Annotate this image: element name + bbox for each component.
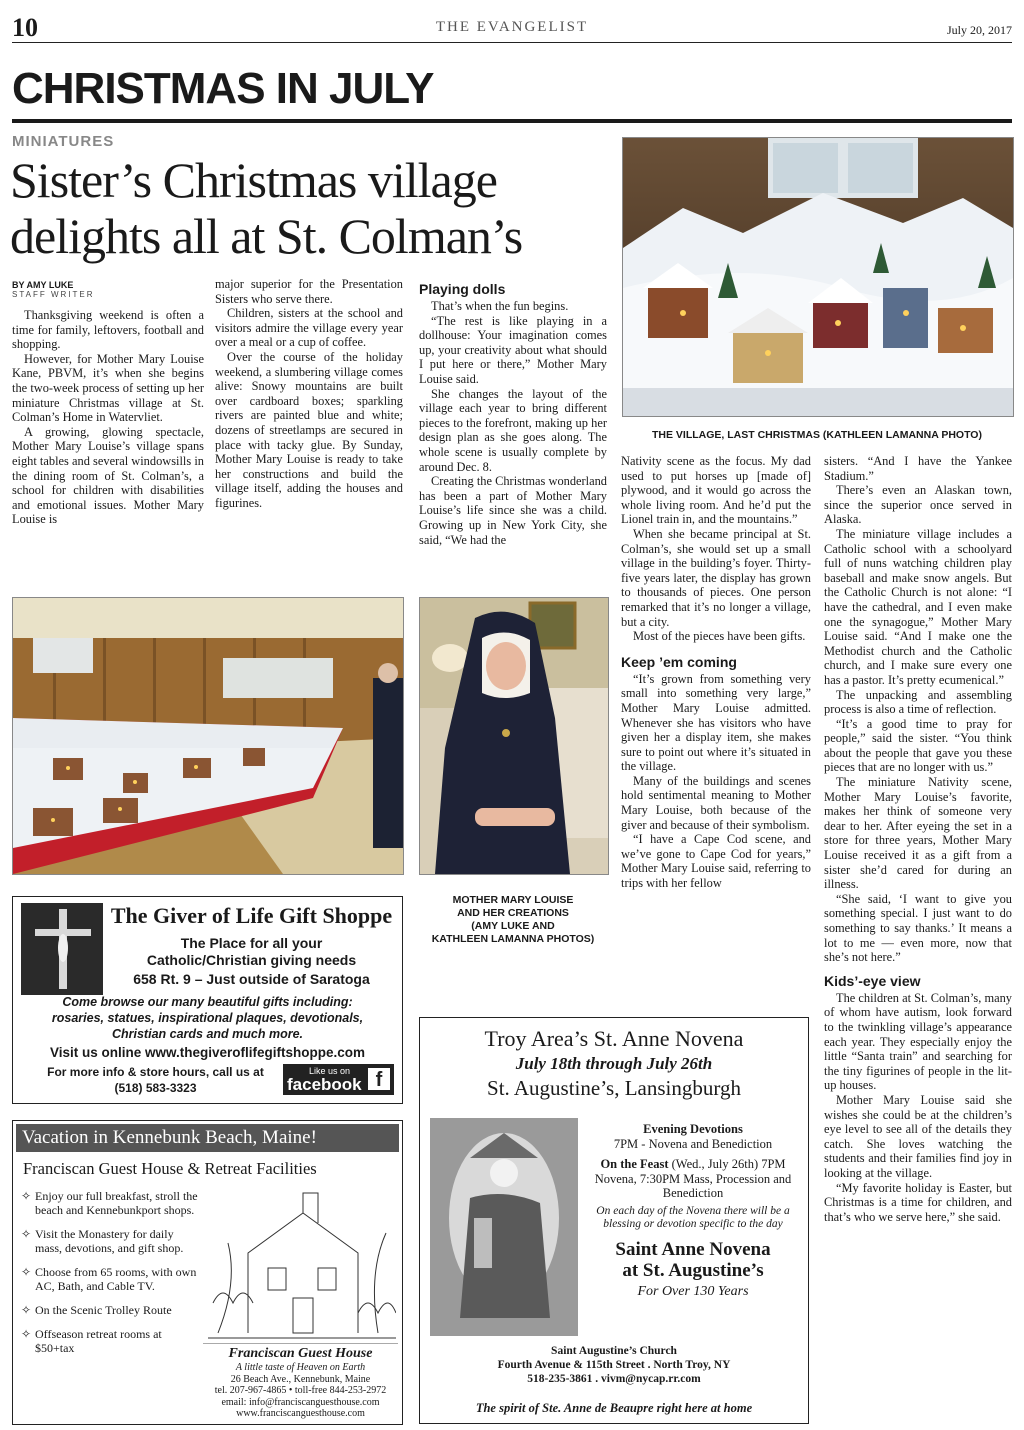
caption-sister-line: KATHLEEN LAMANNA PHOTOS) (431, 933, 595, 945)
bullet-item: ✧ Enjoy our full breakfast, stroll the beach and Kennebunkport shops. (21, 1189, 198, 1217)
paragraph: Thanksgiving weekend is often a time for family, leftovers, football and shopping. (12, 308, 204, 352)
church-street: Fourth Avenue & 115th Street . North Troy, NY (497, 1359, 731, 1371)
ad-kennebunk (12, 1120, 403, 1425)
bullet-item: ✧ On the Scenic Trolley Route (21, 1303, 172, 1317)
gift-info: For more info & store hours, call us at (47, 1065, 264, 1079)
gift-tagline-1: The Place for all your (180, 935, 323, 951)
guest-house-logo-tag: A little taste of Heaven on Earth (235, 1362, 366, 1373)
diamond-icon: ✧ (21, 1327, 32, 1341)
gift-italic-2: rosaries, statues, inspirational plaques, devotionals, (51, 1011, 364, 1025)
paragraph: The unpacking and assembling process is also a time of reflection. (824, 687, 1012, 717)
guest-house-sketch-art (208, 1183, 396, 1343)
kennebunk-subtitle: Franciscan Guest House & Retreat Facilities (23, 1159, 317, 1178)
gift-address: 658 Rt. 9 – Just outside of Saratoga (133, 971, 370, 987)
paragraph: When she became principal at St. Colman’s, she would set up a small village in the building’s foyer. Thirty-five years later, the display has grown to thousands of pieces. One person remarked that it’s no longer a village, but a city. (621, 526, 811, 629)
header-rule (12, 42, 1012, 43)
article-column-1 (12, 308, 204, 527)
headline-line-2: delights all at St. Colman’s (10, 208, 523, 264)
paragraph: That’s when the fun begins. (431, 299, 569, 313)
publication-name: THE EVANGELIST (435, 19, 589, 35)
paragraph: However, for Mother Mary Louise Kane, PBVM, it’s when she begins the two-week process of setting up her miniature Christmas village at St. Colman’s Home in Watervliet. (12, 351, 204, 425)
guest-house-website[interactable]: www.franciscanguesthouse.com (236, 1408, 365, 1419)
headline (10, 152, 522, 264)
novena-big-1: Saint Anne Novena (615, 1238, 771, 1260)
novena-place: St. Augustine’s, Lansingburgh (487, 1076, 741, 1100)
guest-house-email[interactable]: email: info@franciscanguesthouse.com (221, 1396, 380, 1408)
novena-big-2: at St. Augustine’s (622, 1259, 764, 1281)
facebook-badge-small: Like us on (309, 1066, 351, 1076)
ad-giver-of-life (12, 896, 403, 1104)
subhead-keep-em-coming: Keep ’em coming (621, 653, 737, 670)
guest-house-sketch (208, 1183, 396, 1343)
kicker: MINIATURES (12, 133, 115, 150)
caption-sister-line: (AMY LUKE AND (471, 920, 555, 932)
gift-phone: (518) 583-3323 (114, 1081, 197, 1095)
novena-church (420, 1344, 808, 1386)
subhead-kids-eye-view: Kids’-eye view (824, 972, 921, 989)
facebook-badge[interactable] (283, 1064, 394, 1095)
gift-italic-3: Christian cards and much more. (111, 1027, 304, 1041)
kennebunk-banner: Vacation in Kennebunk Beach, Maine! (16, 1124, 399, 1152)
novena-spirit: The spirit of Ste. Anne de Beaupre right here at home (475, 1401, 753, 1415)
section-rule (12, 119, 1012, 123)
caption-village: THE VILLAGE, LAST CHRISTMAS (KATHLEEN LAMANNA PHOTO) (652, 429, 982, 441)
diamond-icon: ✧ (21, 1227, 32, 1241)
paragraph: sisters. “And I have the Yankee Stadium.” (824, 454, 1012, 483)
guest-house-address: 26 Beach Ave., Kennebunk, Maine (230, 1373, 371, 1385)
guest-house-phone: tel. 207-967-4865 • toll-free 844-253-2972 (214, 1385, 387, 1396)
article-column-2 (215, 277, 403, 511)
st-anne-icon (430, 1118, 578, 1336)
feast-detail (582, 1157, 804, 1201)
sister-photo-art (420, 598, 608, 874)
ad-novena (419, 1017, 809, 1424)
gift-website[interactable]: Visit us online www.thegiveroflifegiftshoppe.com (49, 1045, 366, 1060)
page-number: 10 (12, 13, 38, 42)
diamond-icon: ✧ (21, 1303, 32, 1317)
crucifix-icon (21, 903, 103, 995)
bullet-item: ✧ Visit the Monastery for daily mass, devotions, and gift shop. (21, 1227, 184, 1255)
subhead-playing-dolls: Playing dolls (419, 281, 506, 297)
byline (12, 280, 95, 299)
bullet-item: ✧ Choose from 65 rooms, with own AC, Bath, and Cable TV. (21, 1265, 197, 1293)
paragraph: The miniature village includes a Catholic school with a schoolyard full of nuns watching children play baseball and make snow angels. But the Catholic Church is not alone: “I have the cathedral, and I even make one the synagogue,” Mother Mary Louise said. “And I make one the Methodist church and the Catholic church, and I make sure every one has a pastor. It’s pretty ecumenical.” (824, 526, 1012, 687)
feast-rest: (Wed., July 26th) 7PM Novena, 7:30PM Mass, Procession and Benediction (594, 1157, 792, 1200)
diamond-icon: ✧ (21, 1189, 32, 1203)
bullet-item: ✧ Offseason retreat rooms at $50+tax (21, 1327, 162, 1355)
gift-shop-title: The Giver of Life Gift Shoppe (110, 903, 393, 928)
diamond-icon: ✧ (21, 1265, 32, 1279)
paragraph: Over the course of the holiday weekend, a slumbering village comes alive: Snowy mountains are built over cardboard boxes; sparkling rivers are painted blue and white; dozens of streetlamps are secured in place with tacky glue. By Sunday, Mother Mary Louise is ready to take her constructions and build the village itself, adding the houses and figurines. (215, 349, 403, 510)
paragraph: The miniature Nativity scene, Mother Mary Louise’s favorite, makes her think of someone very dear to her. After eyeing the set in a store for three years, Mother Mary Louise received it as a gift from a sister she’d cared for during an illness. (824, 775, 1012, 892)
dining-room-photo (12, 597, 404, 875)
evening-detail: 7PM - Novena and Benediction (613, 1136, 773, 1151)
each-day-note: On each day of the Novena there will be a blessing or devotion specific to the day (596, 1204, 790, 1230)
article-column-4 (621, 454, 811, 891)
paragraph: Nativity scene as the focus. My dad used to put horses up [made of] plywood, and it would go across the whole living room. And he’d put the Lionel train in, and the mountains.” (621, 454, 811, 527)
paragraph: Creating the Christmas wonderland has been a part of Mother Mary Louise’s life since she was a child. Growing up in New York City, she said, “We had the (419, 474, 607, 547)
paragraph: “My favorite holiday is Easter, but Christmas is a time for children, and that’s who we serve here,” she said. (824, 1180, 1012, 1224)
byline-name: BY AMY LUKE (12, 280, 74, 290)
paragraph: Mother Mary Louise said she wishes she could be at the children’s eye level to see all of the details they catch. She loves watching the students and their families find joy in looking at the village. (824, 1092, 1012, 1180)
section-title: CHRISTMAS IN JULY (12, 64, 434, 113)
church-name: Saint Augustine’s Church (551, 1345, 677, 1357)
feast-bold: On the Feast (600, 1157, 669, 1171)
paragraph: Children, sisters at the school and visitors admire the village every year over a meal or a cup of coffee. (215, 306, 403, 350)
paragraph: She changes the layout of the village each year to bring different pieces to the forefront, making up her design plan as she goes along. The whole scene is usually complete by around Dec. 8. (419, 386, 607, 474)
caption-sister-line: AND HER CREATIONS (457, 907, 569, 919)
paragraph: “It’s grown from something very small into something very large,” Mother Mary Louise admitted. Whenever she has visitors who have given her a display item, she makes sure to point out where it’s situated in the village. (621, 671, 811, 774)
paragraph: There’s even an Alaskan town, since the superior once served in Alaska. (824, 483, 1012, 527)
village-photo (622, 137, 1014, 417)
headline-line-1: Sister’s Christmas village (10, 152, 497, 208)
caption-sister (419, 894, 607, 946)
paragraph: “It’s a good time to pray for people,” said the sister. “You think about the people that gave you these pieces that are no longer with us.” (824, 716, 1012, 775)
issue-date: July 20, 2017 (946, 23, 1012, 37)
byline-role: STAFF WRITER (12, 290, 95, 299)
st-anne-image (430, 1118, 578, 1336)
novena-years: For Over 130 Years (637, 1283, 749, 1299)
village-photo-art (623, 138, 1013, 416)
sister-photo (419, 597, 609, 875)
paragraph: A growing, glowing spectacle, Mother Mary Louise’s village spans eight tables and several windowsills in the dining room of St. Colman’s, a school for children with disabilities and emotional issues. Mother Mary Louise is (12, 424, 204, 527)
paragraph: The children at St. Colman’s, many of whom have autism, look forward to the twinkling village’s appearance each year. They especially enjoy the little “Santa train” and searching for the tiny figurines of people in the lit-up houses. (824, 990, 1012, 1093)
gift-tagline-2: Catholic/Christian giving needs (146, 952, 357, 968)
novena-title: Troy Area’s St. Anne Novena (484, 1026, 744, 1051)
article-column-3 (419, 279, 607, 547)
church-contact[interactable]: 518-235-3861 . vivm@nycap.rr.com (527, 1373, 701, 1385)
paragraph: major superior for the Presentation Sisters who serve there. (215, 277, 403, 306)
guest-house-info (203, 1343, 398, 1420)
paragraph: Most of the pieces have been gifts. (633, 629, 806, 644)
novena-details (582, 1122, 804, 1299)
kennebunk-bullets (21, 1189, 201, 1355)
paragraph: Many of the buildings and scenes hold sentimental meaning to Mother Mary Louise, both because of the giver and because of their symbolism. (621, 773, 811, 832)
novena-dates: July 18th through July 26th (515, 1054, 713, 1073)
evening-title: Evening Devotions (643, 1122, 743, 1136)
facebook-f-icon: f (368, 1068, 390, 1090)
article-column-5 (824, 454, 1012, 1224)
guest-house-logo-name: Franciscan Guest House (228, 1346, 373, 1361)
paragraph: “She said, ‘I want to give you something special. I just want to do something to say thanks.’ It means a lot to me — even more, now that she’s not here.” (824, 891, 1012, 965)
crucifix-image (21, 903, 103, 995)
caption-sister-line: MOTHER MARY LOUISE (452, 894, 574, 906)
dining-room-photo-art (13, 598, 403, 874)
gift-italic-1: Come browse our many beautiful gifts including: (62, 995, 353, 1009)
paragraph: “The rest is like playing in a dollhouse: Your imagination comes up, your creativity about what should I put here or there,” Mother Mary Louise said. (419, 313, 607, 386)
facebook-badge-word: facebook (287, 1075, 362, 1094)
paragraph: “I have a Cape Cod scene, and we’ve gone to Cape Cod for years,” Mother Mary Louise said, referring to trips with her fellow (621, 832, 811, 891)
